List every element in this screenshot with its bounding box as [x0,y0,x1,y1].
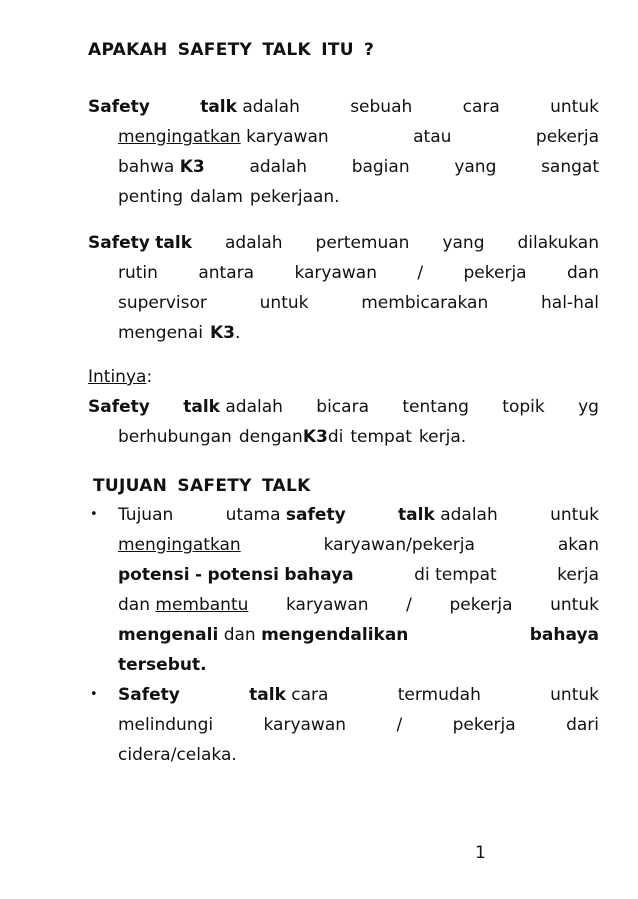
word: karyawan [263,715,347,735]
b2-line-2 [118,710,599,740]
word-underlined: membantu [155,595,249,615]
word: Safety [118,685,180,705]
word: dari [566,715,599,735]
word: bahwa [118,157,175,177]
word: adalah [225,233,283,253]
word: Safety [88,233,150,253]
word: di [414,565,430,585]
word: potensi [207,565,279,585]
word: kerja. [418,427,467,447]
word: untuk [550,685,599,705]
word: di [327,427,344,447]
word: dengan [238,427,303,447]
word: mengenai [118,323,203,343]
b1-line-2 [118,530,599,560]
word: akan [557,535,599,555]
word: talk [155,233,192,253]
word: antara [198,263,255,283]
word: pertemuan [315,233,410,253]
word: dan [118,595,150,615]
word: hal-hal [541,293,599,313]
word: adalah [242,97,300,117]
word: . [234,323,241,343]
word: berhubungan [118,427,232,447]
word: tentang [402,397,469,417]
p2-line-4 [118,318,599,348]
word: K3 [209,323,235,343]
word: talk [398,505,435,525]
word: pekerja [535,127,599,147]
word: atau [413,127,452,147]
b1-line-4 [118,590,599,620]
word: safety [285,505,346,525]
word: yang [454,157,497,177]
word: penting [118,187,183,207]
word: bahaya [284,565,354,585]
p2-line-2 [118,258,599,288]
word: tempat [350,427,412,447]
word: yg [578,397,599,417]
word: dan [567,263,599,283]
b1-line-1 [118,500,599,530]
b1-line-6 [118,650,599,680]
word: adalah [440,505,498,525]
word: Safety [88,397,150,417]
word: adalah [225,397,283,417]
word: utama [225,505,281,525]
word: untuk [550,595,599,615]
word: / [417,263,424,283]
word: cidera/celaka. [118,745,237,765]
heading-tujuan-safety-talk: TUJUAN SAFETY TALK [93,476,311,496]
word: kerja [557,565,599,585]
word: dan [223,625,256,645]
p3-line-2 [118,422,599,452]
word: karyawan [286,595,369,615]
word: cara [291,685,329,705]
word: bahaya [529,625,599,645]
word: dilakukan [517,233,599,253]
word: K3 [179,157,205,177]
p3-label-line [88,362,599,392]
word: rutin [118,263,158,283]
heading-apakah-safety-talk: APAKAH SAFETY TALK ITU ? [88,40,375,60]
word: mengendalikan [261,625,409,645]
word: cara [462,97,500,117]
p2-line-3 [118,288,599,318]
intinya-label: Intinya [88,367,147,387]
b1-line-5 [118,620,599,650]
b2-line-1 [118,680,599,710]
p2-line-1 [88,228,599,258]
word-underlined: mengingatkan [118,535,241,555]
word: supervisor [118,293,207,313]
word: membicarakan [361,293,489,313]
p1-line-2 [118,122,599,152]
word: adalah [249,157,307,177]
word: - [194,565,203,585]
word: yang [442,233,485,253]
word: K3 [302,427,328,447]
word: bagian [351,157,410,177]
p1-line-4 [118,182,599,212]
word: Safety [88,97,150,117]
word: dalam [189,187,243,207]
word: / [406,595,412,615]
bullet-icon: • [90,687,98,702]
word: mengenali [118,625,219,645]
word: bicara [316,397,369,417]
page-number: 1 [475,843,486,863]
p1-line-3 [118,152,599,182]
word: karyawan [246,127,329,147]
word: sangat [541,157,599,177]
word: tempat [435,565,497,585]
word: termudah [397,685,481,705]
word: karyawan [294,263,377,283]
word: / [396,715,403,735]
word: Tujuan [118,505,174,525]
colon: : [146,367,153,387]
word: pekerja [449,595,513,615]
word: untuk [259,293,309,313]
word: tersebut. [118,655,207,675]
p3-line-1 [88,392,599,422]
word: talk [249,685,286,705]
word: topik [502,397,545,417]
word: untuk [550,505,599,525]
word: karyawan/pekerja [323,535,475,555]
b2-line-3 [118,740,599,770]
word: pekerja [463,263,527,283]
word: melindungi [118,715,214,735]
word: talk [183,397,220,417]
b1-line-3 [118,560,599,590]
word: pekerja [452,715,516,735]
word-underlined: mengingatkan [118,127,241,147]
bullet-icon: • [90,507,98,522]
word: pekerjaan. [249,187,340,207]
p1-line-1 [88,92,599,122]
word: potensi [118,565,190,585]
word: untuk [550,97,599,117]
word: sebuah [350,97,413,117]
word: talk [200,97,237,117]
